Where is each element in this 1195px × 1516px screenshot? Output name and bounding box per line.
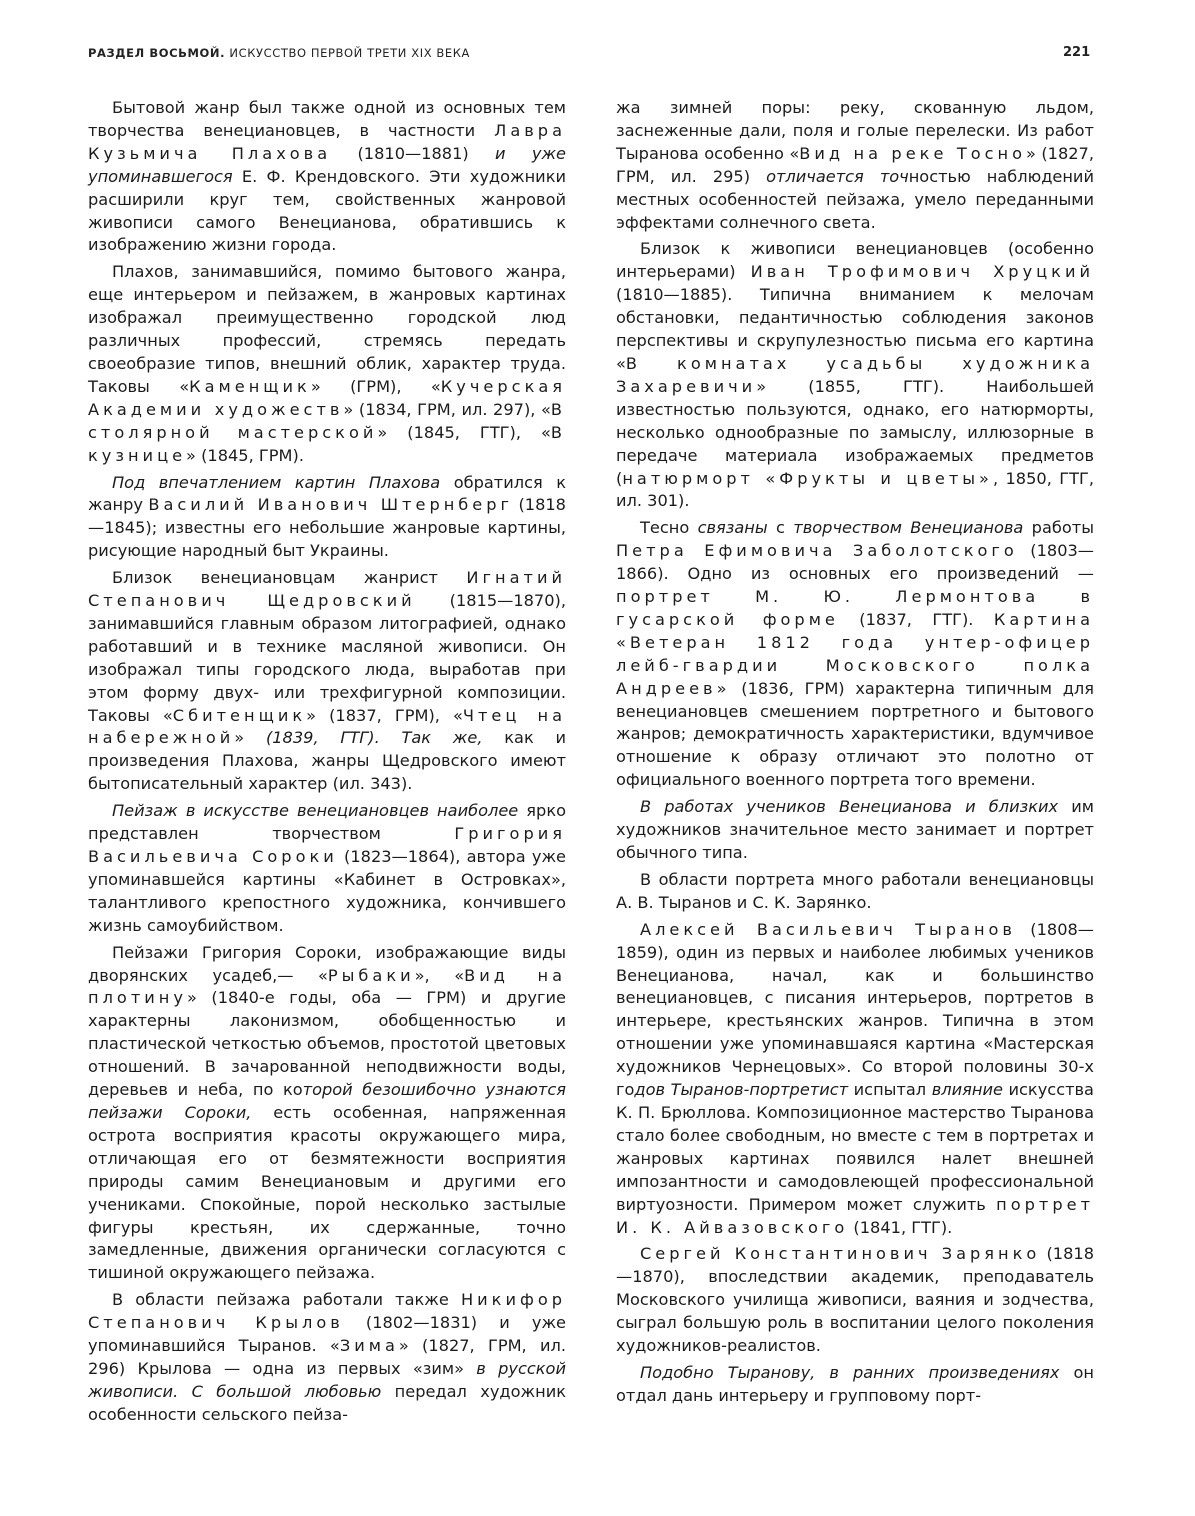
text-run: » (1834, ГРМ, ил. 297), « xyxy=(343,399,551,419)
text-run: жа зимней поры: реку, скованную льдом, заснеженные дали, поля и голые перелески. Из работ Тыранова особенно « xyxy=(616,98,1094,163)
paragraph xyxy=(88,1289,566,1426)
text-run: (1818—1870), впоследствии академик, преподаватель Московского училища живописи, ваяния и зодчества, сыграл большую роль в воспитании целого поколения художников-реалистов. xyxy=(616,1244,1094,1356)
text-run: (1836, ГРМ) характерна типичным для венециановцев смешением портретного и бытового жанров; демократичность характеристики, вдумчивое отношение к образу отличают это полотно от официального военного портрета того времени. xyxy=(616,678,1094,790)
spaced-name: Игнатий Степанович Щедровский xyxy=(88,568,566,611)
text-run: ярко представлен творчеством xyxy=(88,801,566,844)
text-run: им художников значительное место занимает и портрет обычного типа. xyxy=(616,797,1094,862)
text-run: » (1840-е годы, оба — ГРМ) и другие характерны лаконизмом, обобщенностью и пластической четкостью объемов, простотой цветовых отношений. В зачарованной неподвижности воды, деревьев и неба, по ко xyxy=(88,988,566,1100)
italic-text: в русской живописи. С большой любовью xyxy=(88,1358,566,1401)
spaced-name: Вид на плотину xyxy=(88,965,566,1008)
text-run: Близок венециановцам жанрист xyxy=(112,568,467,588)
italic-text: творчеством Венецианова xyxy=(793,518,1024,538)
text-run: В области пейзажа работали также xyxy=(112,1290,461,1310)
spaced-name: Григория Васильевича Сороки xyxy=(88,824,566,866)
spaced-name: Лавра Кузьмича Плахова xyxy=(88,120,566,163)
text-run: испытал xyxy=(848,1080,932,1100)
text-run: (1823—1864), автора уже упоминавшейся картины «Кабинет в Островках», талантливого крепостного художника, кончившего жизнь самоубийством. xyxy=(88,847,566,935)
text-run: (1837, ГТГ). xyxy=(838,609,994,629)
text-run: Е. Ф. Крендовского. Эти художники расширили круг тем, свойственных жанровой живописи самого Венецианова, обратившись к изображению жизни города. xyxy=(88,166,566,255)
text-run: ностью наблюдений местных особенностей пейзажа, умело переданными эффектами солнечного света. xyxy=(616,166,1094,232)
italic-text: дов Тыранов-портретист xyxy=(634,1080,849,1100)
paragraph xyxy=(88,800,566,937)
text-run: » (ГРМ), « xyxy=(310,376,441,396)
text-run: с xyxy=(767,518,794,538)
paragraph xyxy=(616,517,1094,792)
text-run: он отдал дань интерьеру и групповому порт- xyxy=(616,1362,1094,1405)
italic-text: связаны xyxy=(697,518,768,538)
text-run: передал художник особенности сельского пейза- xyxy=(88,1381,566,1424)
spaced-name: Сбитенщик xyxy=(172,705,307,725)
spaced-name: Чтец на набережной xyxy=(88,705,566,748)
italic-text: и уже упоминавшегося xyxy=(88,143,566,186)
text-run: » (1827, ГРМ, ил. 295) xyxy=(616,143,1094,186)
text-run: » (1827, ГРМ, ил. 296) Крылова — одна из первых «зим» xyxy=(88,1336,566,1378)
spaced-name: В комнатах усадьбы художника Захаревичи xyxy=(616,353,1094,396)
paragraph xyxy=(616,238,1094,513)
text-run: , 1850, ГТГ, ил. 301). xyxy=(616,468,1094,511)
section-title: ИСКУССТВО ПЕРВОЙ ТРЕТИ XIX ВЕКА xyxy=(229,46,471,60)
text-run: » (1837, ГРМ), « xyxy=(306,705,463,725)
spaced-name: В столярной мастерской xyxy=(88,399,566,442)
spaced-name: Зима xyxy=(339,1336,399,1356)
text-run: искусства К. П. Брюллова. Композиционное мастерство Тыранова стало более свободным, но вместе с тем в портретах и жанровых картинах появился налет внешней импозантности и самодовлеющей профессиональной виртуозности. Примером может служить xyxy=(616,1080,1094,1214)
italic-text: (1839, ГТГ). Так же, xyxy=(265,728,483,748)
spaced-name: портрет М. Ю. Лермонтова в гусарской форме xyxy=(616,587,1094,629)
text-run: (1815—1870), занимавшийся главным образом литографией, однако работавший и в технике масляной живописи. Он изображал типы городского люда, выработав при этом форму двух- или трехфигурной композиции. Таковы « xyxy=(88,591,566,725)
paragraph xyxy=(88,472,566,564)
text-run: (1810—1885). Типична вниманием к мелочам обстановки, педантичностью соблюдения законов перспективы и скрупулезностью письма его картина « xyxy=(616,285,1094,373)
running-head xyxy=(88,46,470,60)
paragraph xyxy=(88,97,566,257)
italic-text: торой безошибочно узнаются пейзажи Сороки, xyxy=(88,1080,566,1122)
spaced-name: портрет И. К. Айвазовского xyxy=(616,1194,1094,1237)
spaced-name: Сергей Константинович Зарянко xyxy=(640,1244,1041,1264)
spaced-name: Иван Трофимович Хруцкий xyxy=(750,262,1094,282)
text-run: », « xyxy=(414,965,465,985)
text-run: Близок к живописи венециановцев (особенно интерьерами) xyxy=(616,239,1094,282)
paragraph xyxy=(616,97,1094,234)
spaced-name: Василий Иванович Штернберг xyxy=(148,495,514,515)
text-run: работы xyxy=(1023,518,1094,538)
italic-text: влияние xyxy=(931,1080,1003,1100)
paragraph xyxy=(616,796,1094,865)
text-run: Бытовой жанр был также одной из основных тем творчества венециановцев, в частности xyxy=(88,98,566,140)
text-run: Плахов, занимавшийся, помимо бытового жанра, еще интерьером и пейзажем, в жанровых картинах изображал преимущественно городской люд различных профессий, стремясь передать своеобразие типов, внешний облик, характер труда. Таковы « xyxy=(88,262,566,396)
text-run: (1808—1859), один из первых и наиболее любимых учеников Венецианова, начал, как и большинство венециановцев, с писания интерьеров, портретов в интерьере, крестьянских жанров. Типична в этом отношении уже упоминавшаяся картина «Мастерская художников Чернецовых». Со второй половины 30-х го xyxy=(616,919,1094,1100)
text-run: (1810—1881) xyxy=(331,143,496,163)
text-run: (1803—1866). Одно из основных его произведений — xyxy=(616,541,1094,584)
spaced-name: Никифор Степанович Крылов xyxy=(88,1290,566,1333)
text-run: » (1845, ГТГ), « xyxy=(377,422,551,442)
text-run: (1841, ГТГ). xyxy=(848,1217,953,1237)
spaced-name: Алексей Васильевич Тыранов xyxy=(640,919,1016,939)
italic-text: В работах учеников Венецианова и близких xyxy=(640,797,1059,817)
paragraph xyxy=(616,869,1094,915)
spaced-name: В кузнице xyxy=(88,422,567,465)
spaced-name: Картина «Ветеран 1812 года унтер-офицер лейб-гвардии Московского полка Андреев» xyxy=(616,609,1095,698)
left-column xyxy=(88,97,566,1431)
paragraph xyxy=(88,261,566,467)
italic-text: отличается точ xyxy=(766,166,909,186)
italic-text: Под впечатлением картин Плахова xyxy=(112,472,441,492)
paragraph xyxy=(88,567,566,796)
paragraph xyxy=(616,919,1094,1240)
italic-text: Пейзаж в искусстве венециановцев наиболее xyxy=(112,801,519,821)
section-label: РАЗДЕЛ ВОСЬМОЙ. xyxy=(88,46,226,60)
text-run: обратился к жанру xyxy=(88,472,566,515)
right-column xyxy=(616,97,1094,1412)
text-run: » (1845, ГРМ). xyxy=(186,445,304,465)
spaced-name: натюрморт «Фрукты и цветы» xyxy=(622,468,993,488)
text-run: Пейзажи Григория Сороки, изображающие виды дворянских усадеб,— « xyxy=(88,942,566,985)
spaced-name: Рыбаки xyxy=(327,965,415,985)
spaced-name: Петра Ефимовича Заболотского xyxy=(616,541,1018,561)
text-run: есть особенная, напряженная острота восприятия красоты окружающего мира, отличающая его от безмятежности восприятия природы самим Венециановым и другими его учениками. Спокойные, порой несколько застылые фигуры крестьян, их сдержанные, точно замедленные, движения органически согласуются с тишиной окружающего пейзажа. xyxy=(88,1102,566,1283)
text-run: » xyxy=(234,728,266,748)
italic-text: Подобно Тыранову, в ранних произведениях xyxy=(640,1362,1060,1382)
text-run: В области портрета много работали венециановцы А. В. Тыранов и С. К. Зарянко. xyxy=(616,869,1094,912)
spaced-name: Вид на реке Тосно xyxy=(799,143,1027,163)
text-run: Тесно xyxy=(640,518,698,538)
paragraph xyxy=(616,1243,1094,1358)
paragraph xyxy=(616,1362,1094,1408)
text-run: как и произведения Плахова, жанры Щедровского имеют бытописательный характер (ил. 343). xyxy=(88,728,566,794)
spaced-name: Каменщик xyxy=(189,376,311,396)
spaced-name: Кучерская Академии художеств xyxy=(88,376,567,419)
text-run: (1802—1831) и уже упоминавшийся Тыранов. « xyxy=(88,1313,566,1356)
page-number: 221 xyxy=(1063,45,1091,60)
paragraph xyxy=(88,942,566,1286)
text-run: » (1855, ГТГ). Наибольшей известностью пользуются, однако, его натюрморты, несколько однообразные по замыслу, иллюзорные в передаче материала изображаемых предметов ( xyxy=(616,376,1094,488)
text-run: (1818—1845); известны его небольшие жанровые картины, рисующие народный быт Украины. xyxy=(88,495,566,561)
